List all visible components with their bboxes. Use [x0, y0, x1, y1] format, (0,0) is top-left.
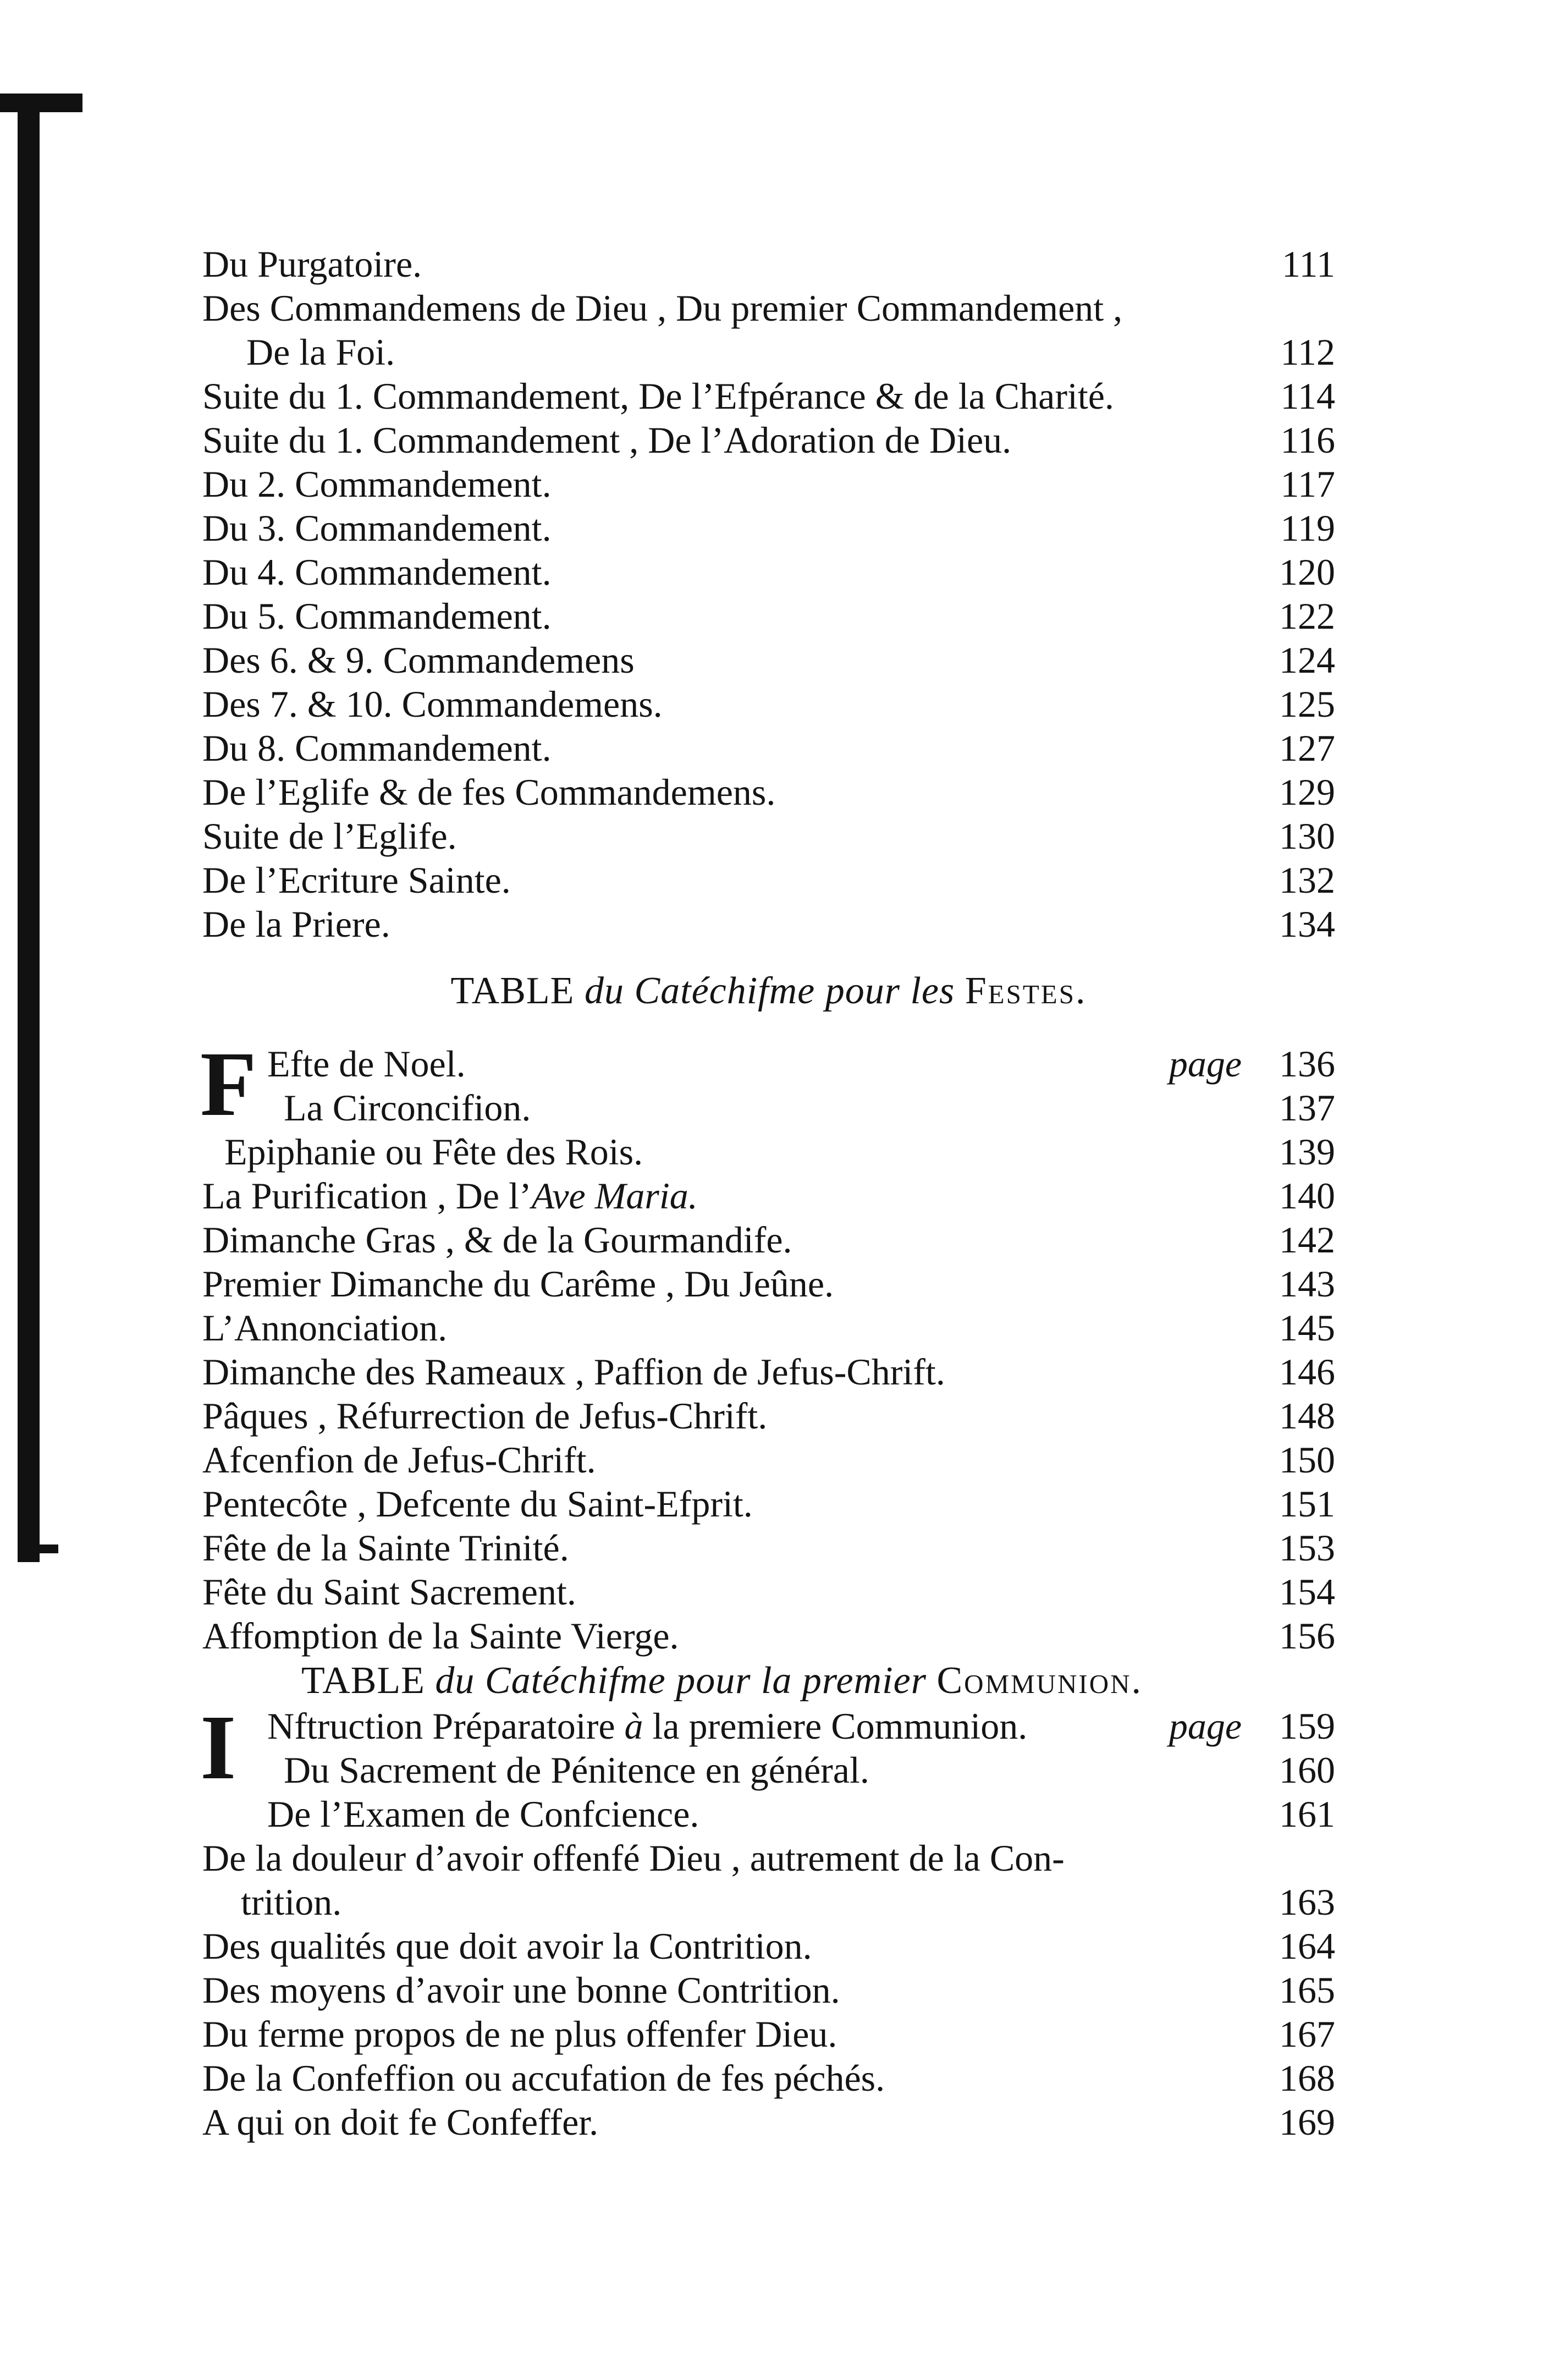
page-number: 117: [1280, 463, 1335, 505]
toc-section-communion: [200, 1696, 1335, 2144]
toc-entry: Efte de Noel. page 136: [267, 1043, 1335, 1085]
page-number: 154: [1279, 1571, 1335, 1613]
toc-entry: A qui on doit fe Confeffer. 169: [202, 2101, 1335, 2143]
toc-entry: Du 5. Commandement. 122: [202, 595, 1335, 637]
toc-entry: L’Annonciation. 145: [202, 1307, 1335, 1349]
page-number: 127: [1279, 727, 1335, 769]
page-number: 125: [1279, 683, 1335, 725]
toc-entry: De la Priere. 134: [202, 903, 1335, 945]
page-number: 122: [1279, 595, 1335, 637]
page-number: 136: [1279, 1043, 1335, 1085]
toc-entry: Du Purgatoire. 111: [202, 243, 1335, 285]
page-number: 130: [1279, 815, 1335, 857]
toc-entry: Dimanche Gras , & de la Gourmandife. 142: [202, 1219, 1335, 1261]
toc-entry: Des moyens d’avoir une bonne Contrition. 165: [202, 1969, 1335, 2011]
page-number: 140: [1279, 1175, 1335, 1217]
toc-entry: Du ferme propos de ne plus offenfer Dieu. 167: [202, 2013, 1335, 2055]
page-number: 120: [1279, 551, 1335, 593]
section-heading-communion: TABLE du Catéchifme pour la premier Communion.: [301, 1659, 1143, 1702]
toc-entry: Du 3. Commandement. 119: [202, 507, 1335, 549]
page-number: 161: [1279, 1793, 1335, 1835]
page-number: 143: [1279, 1263, 1335, 1305]
page-number: 146: [1279, 1351, 1335, 1393]
page-number: 168: [1279, 2057, 1335, 2099]
toc-entry: Du 4. Commandement. 120: [202, 551, 1335, 593]
toc-entry: Afcenfion de Jefus-Chrift. 150: [202, 1439, 1335, 1481]
page-number: 112: [1280, 331, 1335, 373]
toc-entry: Du Sacrement de Pénitence en général. 160: [284, 1749, 1335, 1791]
page-number: 116: [1280, 419, 1335, 461]
toc-entry: La Circoncifion. 137: [284, 1087, 1335, 1129]
toc-entry: Des 6. & 9. Commandemens 124: [202, 639, 1335, 681]
page-number: 167: [1279, 2013, 1335, 2055]
toc-entry: Pâques , Réfurrection de Jefus-Chrift. 148: [202, 1395, 1335, 1437]
page-number: 119: [1280, 507, 1335, 549]
page-number: 169: [1279, 2101, 1335, 2143]
page-number: 150: [1279, 1439, 1335, 1481]
page-number: 164: [1279, 1925, 1335, 1967]
page-number: 142: [1279, 1219, 1335, 1261]
toc-entry: Suite de l’Eglife. 130: [202, 815, 1335, 857]
drop-cap: I: [200, 1696, 236, 1799]
page-number: 145: [1279, 1307, 1335, 1349]
page-number: 151: [1279, 1483, 1335, 1525]
table-of-contents: [202, 242, 1335, 2144]
toc-entry: Suite du 1. Commandement, De l’Efpérance & de la Charité. 114: [202, 375, 1335, 417]
toc-entry: Des qualités que doit avoir la Contrition. 164: [202, 1925, 1335, 1967]
page-number: 148: [1279, 1395, 1335, 1437]
toc-entry: De l’Eglife & de fes Commandemens. 129: [202, 771, 1335, 813]
toc-entry: Du 8. Commandement. 127: [202, 727, 1335, 769]
page-number: 134: [1279, 903, 1335, 945]
toc-entry: Affomption de la Sainte Vierge. 156: [202, 1615, 1335, 1657]
page-number: 165: [1279, 1969, 1335, 2011]
page-number: 129: [1279, 771, 1335, 813]
page-number: 153: [1279, 1527, 1335, 1569]
page-number: 159: [1279, 1705, 1335, 1747]
drop-cap: F: [200, 1033, 257, 1135]
toc-entry: De la douleur d’avoir offenfé Dieu , autrement de la Con-: [202, 1837, 1065, 1879]
page-number: 160: [1279, 1749, 1335, 1791]
page-number: 111: [1282, 243, 1335, 285]
page-number: 163: [1279, 1881, 1335, 1923]
page-number: 124: [1279, 639, 1335, 681]
toc-entry: La Purification , De l’Ave Maria. 140: [202, 1175, 1335, 1217]
toc-entry: Du 2. Commandement. 117: [202, 463, 1335, 505]
toc-entry: Fête du Saint Sacrement. 154: [202, 1571, 1335, 1613]
binding-edge: [18, 99, 40, 1562]
page-number: 156: [1279, 1615, 1335, 1657]
toc-entry: Dimanche des Rameaux , Paffion de Jefus-Chrift. 146: [202, 1351, 1335, 1393]
toc-entry: Epiphanie ou Fête des Rois. 139: [224, 1131, 1335, 1173]
toc-entry: Des 7. & 10. Commandemens. 125: [202, 683, 1335, 725]
toc-entry: Pentecôte , Defcente du Saint-Efprit. 151: [202, 1483, 1335, 1525]
toc-entry: Des Commandemens de Dieu , Du premier Commandement ,: [202, 287, 1123, 329]
toc-entry: Nftruction Préparatoire à la premiere Communion. page 159: [267, 1705, 1335, 1747]
binding-edge-cap: [0, 94, 82, 112]
toc-entry: De l’Ecriture Sainte. 132: [202, 859, 1335, 901]
page-number: 132: [1279, 859, 1335, 901]
toc-entry: De l’Examen de Confcience. 161: [267, 1793, 1335, 1835]
toc-section-commandments: [202, 242, 1335, 946]
toc-entry: De la Foi. 112: [246, 331, 1335, 373]
page-number: 137: [1279, 1087, 1335, 1129]
toc-entry: trition. 163: [241, 1881, 1335, 1923]
binding-mark: [38, 1544, 58, 1553]
toc-entry: De la Confeffion ou accufation de fes péchés. 168: [202, 2057, 1335, 2099]
section-heading-festes: TABLE du Catéchifme pour les Festes.: [450, 970, 1087, 1012]
page-number: 139: [1279, 1131, 1335, 1173]
toc-section-festes: [200, 1033, 1335, 1658]
toc-entry: Premier Dimanche du Carême , Du Jeûne. 143: [202, 1263, 1335, 1305]
toc-entry: Suite du 1. Commandement , De l’Adoration de Dieu. 116: [202, 419, 1335, 461]
page-label: page: [1169, 1043, 1242, 1085]
page-number: 114: [1280, 375, 1335, 417]
toc-entry: Fête de la Sainte Trinité. 153: [202, 1527, 1335, 1569]
page-label: page: [1169, 1705, 1242, 1747]
